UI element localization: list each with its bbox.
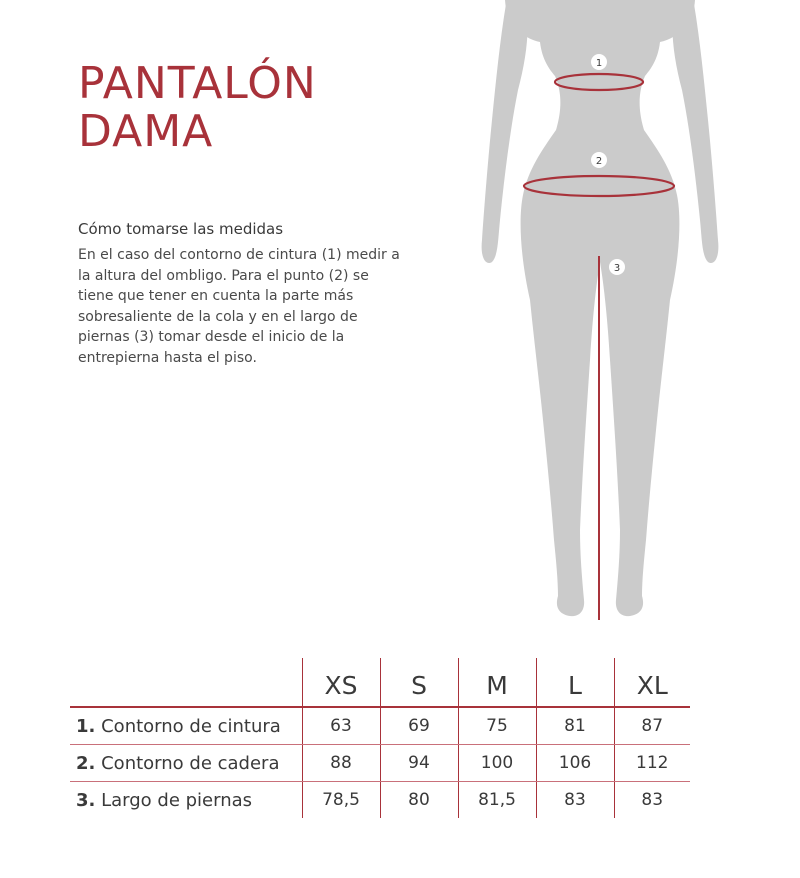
row-label-hip bbox=[70, 745, 302, 782]
size-header-s: S bbox=[380, 658, 458, 707]
size-header-l: L bbox=[536, 658, 614, 707]
table-row bbox=[70, 782, 690, 819]
row-label-waist bbox=[70, 707, 302, 745]
table-cell: 83 bbox=[536, 782, 614, 819]
size-header-row bbox=[70, 658, 690, 707]
body-silhouette-figure bbox=[470, 0, 730, 630]
table-cell: 88 bbox=[302, 745, 380, 782]
size-header-m: M bbox=[458, 658, 536, 707]
size-header-xs: XS bbox=[302, 658, 380, 707]
table-cell: 87 bbox=[614, 707, 690, 745]
row-number: 1. bbox=[76, 715, 96, 737]
table-cell: 112 bbox=[614, 745, 690, 782]
marker-3-label: 3 bbox=[613, 263, 621, 274]
table-cell: 100 bbox=[458, 745, 536, 782]
table-cell: 81 bbox=[536, 707, 614, 745]
table-cell: 78,5 bbox=[302, 782, 380, 819]
table-cell: 81,5 bbox=[458, 782, 536, 819]
table-cell: 75 bbox=[458, 707, 536, 745]
title-line-2: DAMA bbox=[78, 106, 214, 157]
row-label-text: Contorno de cadera bbox=[101, 752, 280, 774]
table-cell: 80 bbox=[380, 782, 458, 819]
size-header-xl: XL bbox=[614, 658, 690, 707]
table-cell: 94 bbox=[380, 745, 458, 782]
row-label-text: Contorno de cintura bbox=[101, 715, 281, 737]
row-label-text: Largo de piernas bbox=[101, 789, 253, 811]
table-row bbox=[70, 707, 690, 745]
marker-2-label: 2 bbox=[595, 156, 603, 167]
size-table bbox=[70, 658, 690, 818]
table-cell: 83 bbox=[614, 782, 690, 819]
marker-1-label: 1 bbox=[595, 58, 603, 69]
table-cell: 63 bbox=[302, 707, 380, 745]
page-title bbox=[78, 60, 317, 156]
row-number: 2. bbox=[76, 752, 96, 774]
row-label-leg bbox=[70, 782, 302, 819]
table-cell: 106 bbox=[536, 745, 614, 782]
title-line-1: PANTALÓN bbox=[78, 58, 317, 109]
howto-heading: Cómo tomarse las medidas bbox=[78, 220, 284, 238]
table-row bbox=[70, 745, 690, 782]
table-corner bbox=[70, 658, 302, 707]
howto-body: En el caso del contorno de cintura (1) medir a la altura del ombligo. Para el punto (2) se tiene que tener en cuenta la parte más sobresaliente de la cola y en el largo de piernas (3) tomar desde el inicio de la entrepierna hasta el piso. bbox=[78, 247, 400, 366]
table-cell: 69 bbox=[380, 707, 458, 745]
row-number: 3. bbox=[76, 789, 96, 811]
